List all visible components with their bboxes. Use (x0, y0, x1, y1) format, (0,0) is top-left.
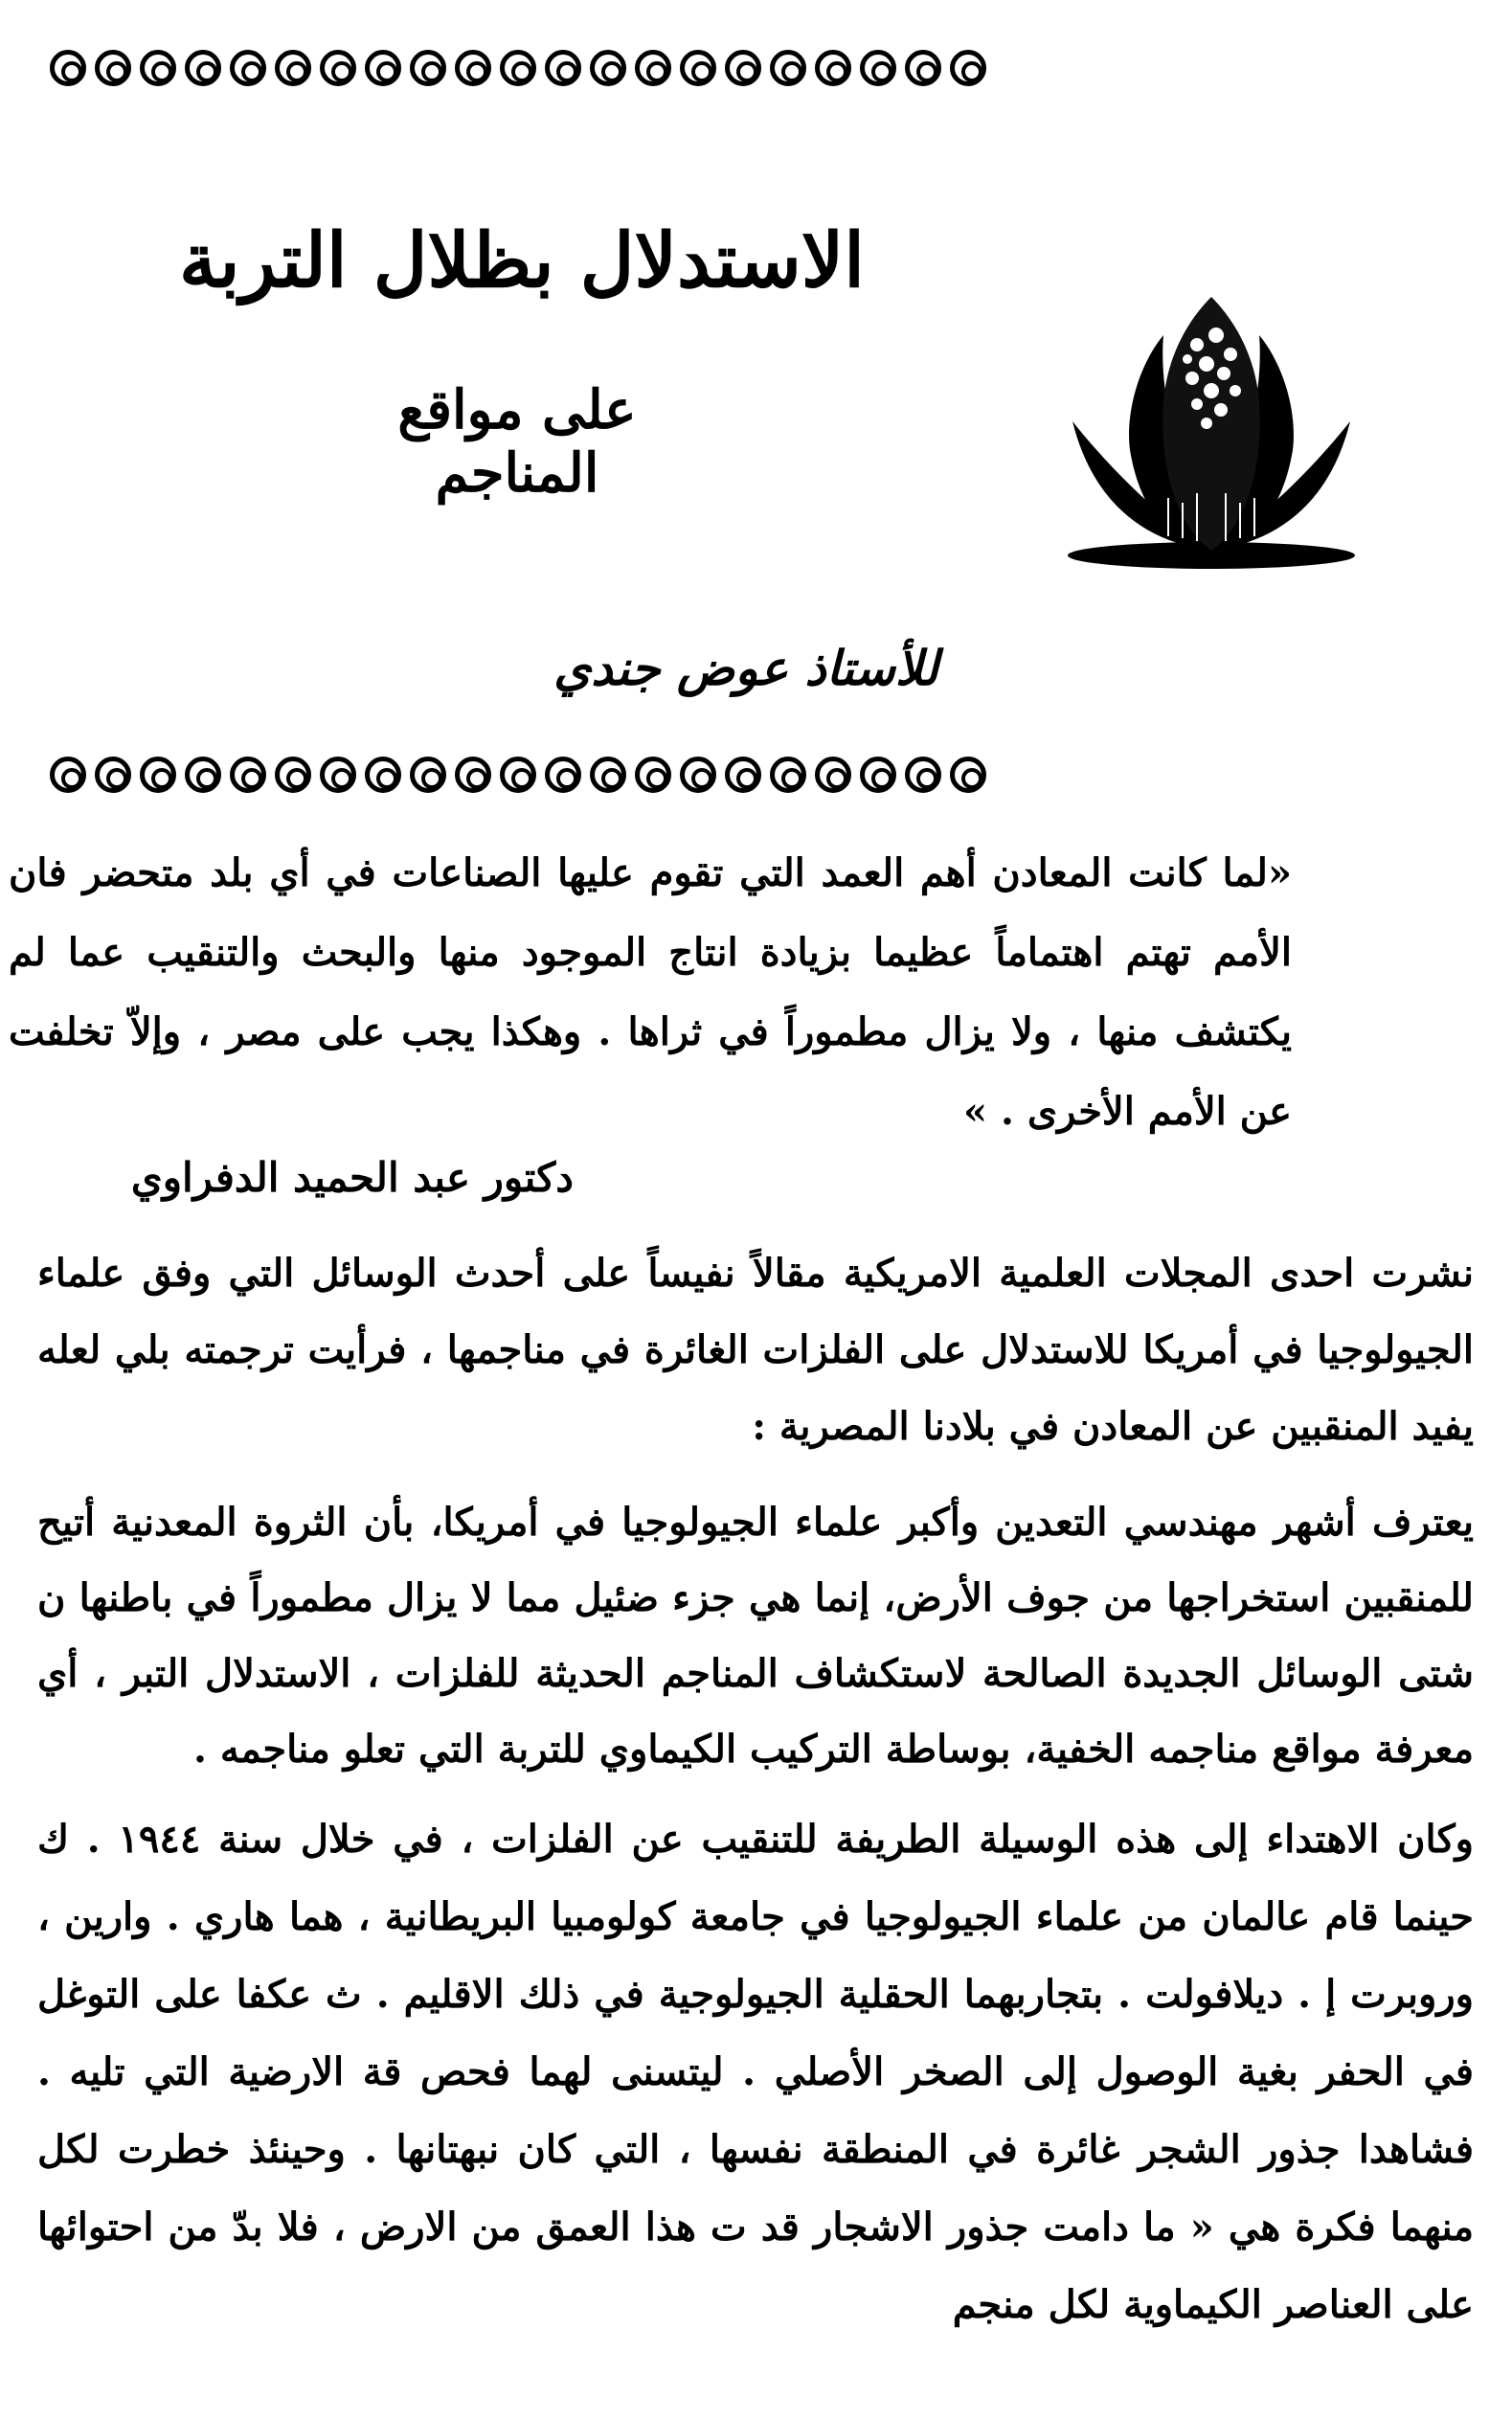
double-ring-icon (455, 757, 491, 793)
double-ring-icon (545, 50, 581, 86)
double-ring-icon (905, 50, 941, 86)
double-ring-icon (365, 757, 401, 793)
double-ring-icon (725, 50, 761, 86)
epigraph-quote (9, 833, 1292, 1151)
double-ring-icon (770, 757, 806, 793)
body-paragraph (37, 1484, 1474, 1787)
double-ring-icon (635, 50, 671, 86)
double-ring-icon (770, 50, 806, 86)
article-subtitle: على مواقع المناجم (397, 378, 637, 505)
double-ring-icon (950, 50, 986, 86)
article-title: الاستدلال بظلال التربة (179, 217, 865, 305)
double-ring-icon (815, 757, 851, 793)
paragraph-text: يعترف أشهر مهندسي التعدين وأكبر علماء الجيولوجيا في أمريكا، بأن الثروة المعدنية أتيح للمنقبين استخراجها من جوف الأرض، إنما هي جزء ضئيل مما لا يزال مطموراً في باطنها ن شتى الوسائل الجديدة الصالحة لاستكشاف المناجم الحديثة للفلزات ، الاستدلال التبر ، أي معرفة مواقع مناجمه الخفية، بوساطة التركيب الكيماوي للتربة التي تعلو مناجمه . (37, 1500, 1474, 1772)
double-ring-icon (950, 757, 986, 793)
double-ring-icon (50, 50, 86, 86)
plant-icon (1053, 278, 1369, 575)
author-byline: للأستاذ عوض جندي (553, 640, 938, 696)
double-ring-icon (500, 50, 536, 86)
double-ring-icon (545, 757, 581, 793)
double-ring-icon (320, 50, 356, 86)
double-ring-icon (365, 50, 401, 86)
double-ring-icon (860, 50, 896, 86)
double-ring-icon (185, 50, 221, 86)
double-ring-icon (410, 757, 446, 793)
body-paragraph (37, 1800, 1474, 2343)
double-ring-icon (95, 50, 131, 86)
body-paragraph (37, 1235, 1474, 1465)
double-ring-icon (455, 50, 491, 86)
double-ring-icon (680, 50, 716, 86)
double-ring-icon (680, 757, 716, 793)
ornament-border-top (50, 50, 986, 86)
double-ring-icon (500, 757, 536, 793)
double-ring-icon (275, 757, 311, 793)
double-ring-icon (95, 757, 131, 793)
double-ring-icon (590, 50, 626, 86)
double-ring-icon (230, 757, 266, 793)
double-ring-icon (410, 50, 446, 86)
paragraph-text: نشرت احدى المجلات العلمية الامريكية مقالاً نفيساً على أحدث الوسائل التي وفق علماء الجيولوجيا في أمريكا للاستدلال على الفلزات الغائرة في مناجمها ، فرأيت ترجمته بلي لعله يفيد المنقبين عن المعادن في بلادنا المصرية : (37, 1251, 1474, 1449)
double-ring-icon (725, 757, 761, 793)
double-ring-icon (815, 50, 851, 86)
epigraph-author: دكتور عبد الحميد الدفراوي (130, 1154, 574, 1201)
double-ring-icon (590, 757, 626, 793)
double-ring-icon (140, 757, 176, 793)
double-ring-icon (905, 757, 941, 793)
epigraph-text: «لما كانت المعادن أهم العمد التي تقوم عليها الصناعات في أي بلد متحضر فان الأمم تهتم اهتماماً عظيما بزيادة انتاج الموجود منها والبحث والتنقيب عما لم يكتشف منها ، ولا يزال مطموراً في ثراها . وهكذا يجب على مصر ، وإلاّ تخلفت عن الأمم الأخرى . » (9, 850, 1292, 1134)
double-ring-icon (50, 757, 86, 793)
double-ring-icon (635, 757, 671, 793)
paragraph-text: وكان الاهتداء إلى هذه الوسيلة الطريفة للتنقيب عن الفلزات ، في خلال سنة ١٩٤٤ . ك حينما قام عالمان من علماء الجيولوجيا في جامعة كولومبيا البريطانية ، هما هاري . وارين ، وروبرت إ . ديلافولت . بتجاربهما الحقلية الجيولوجية في ذلك الاقليم . ث عكفا على التوغل في الحفر بغية الوصول إلى الصخر الأصلي . ليتسنى لهما فحص قة الارضية التي تليه . فشاهدا جذور الشجر غائرة في المنطقة نفسها ، التي كان نبهتانها . وحينئذ خطرت لكل منهما فكرة هي « ما دامت جذور الاشجار قد ت هذا العمق من الارض ، فلا بدّ من احتوائها على العناصر الكيماوية لكل منجم (37, 1817, 1475, 2327)
double-ring-icon (860, 757, 896, 793)
double-ring-icon (185, 757, 221, 793)
ornament-border-middle (50, 757, 986, 793)
double-ring-icon (320, 757, 356, 793)
double-ring-icon (275, 50, 311, 86)
double-ring-icon (140, 50, 176, 86)
double-ring-icon (230, 50, 266, 86)
